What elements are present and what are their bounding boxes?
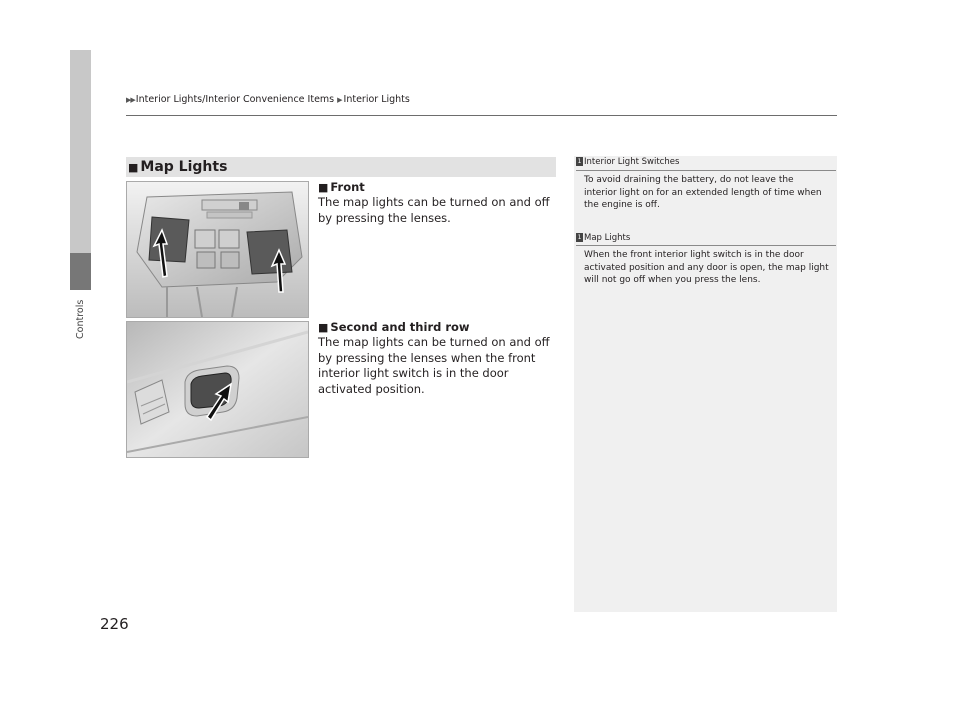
side-tab-label: Controls — [75, 300, 86, 340]
section-title — [128, 158, 227, 177]
square-bullet-icon: ■ — [318, 181, 329, 194]
note-title: Map Lights — [584, 233, 631, 243]
square-bullet-icon: ■ — [318, 321, 329, 334]
side-tab-active[interactable] — [70, 253, 91, 290]
note-number-badge: 1 — [577, 158, 582, 165]
note-divider — [576, 170, 836, 171]
breadcrumb-arrow-icon: ▶ — [337, 95, 342, 104]
second-third-description: The map lights can be turned on and off by pressing the lenses when the front interior light switch is in the door activated position. — [318, 335, 550, 396]
rear-map-light-image — [126, 321, 309, 458]
note-title: Interior Light Switches — [584, 157, 680, 167]
breadcrumb — [126, 94, 410, 105]
breadcrumb-arrow-icon: ▶▶ — [126, 95, 135, 104]
breadcrumb-item[interactable]: Interior Lights/Interior Convenience Items — [135, 94, 335, 105]
square-bullet-icon: ■ — [128, 161, 139, 174]
note-number-badge: 1 — [577, 234, 582, 241]
note-heading — [576, 157, 679, 167]
front-heading — [318, 180, 365, 194]
note-text: To avoid draining the battery, do not leave the interior light on for an extended length of time when the engine is off. — [584, 175, 822, 210]
front-map-lights-image — [126, 181, 309, 318]
second-third-heading — [318, 320, 470, 334]
front-heading-text: Front — [330, 180, 365, 194]
header-divider — [126, 115, 837, 116]
side-tab-bar — [70, 50, 91, 253]
section-title-text: Map Lights — [140, 159, 228, 175]
second-third-heading-text: Second and third row — [330, 320, 470, 334]
note-text: When the front interior light switch is in the door activated position and any door is open, the map light will not go off when you press the lens. — [584, 250, 829, 285]
notes-panel — [574, 156, 837, 612]
note-heading — [576, 233, 630, 243]
breadcrumb-item[interactable]: Interior Lights — [343, 94, 410, 105]
page-number: 226 — [100, 615, 129, 633]
note-divider — [576, 245, 836, 246]
front-description: The map lights can be turned on and off by pressing the lenses. — [318, 195, 550, 225]
